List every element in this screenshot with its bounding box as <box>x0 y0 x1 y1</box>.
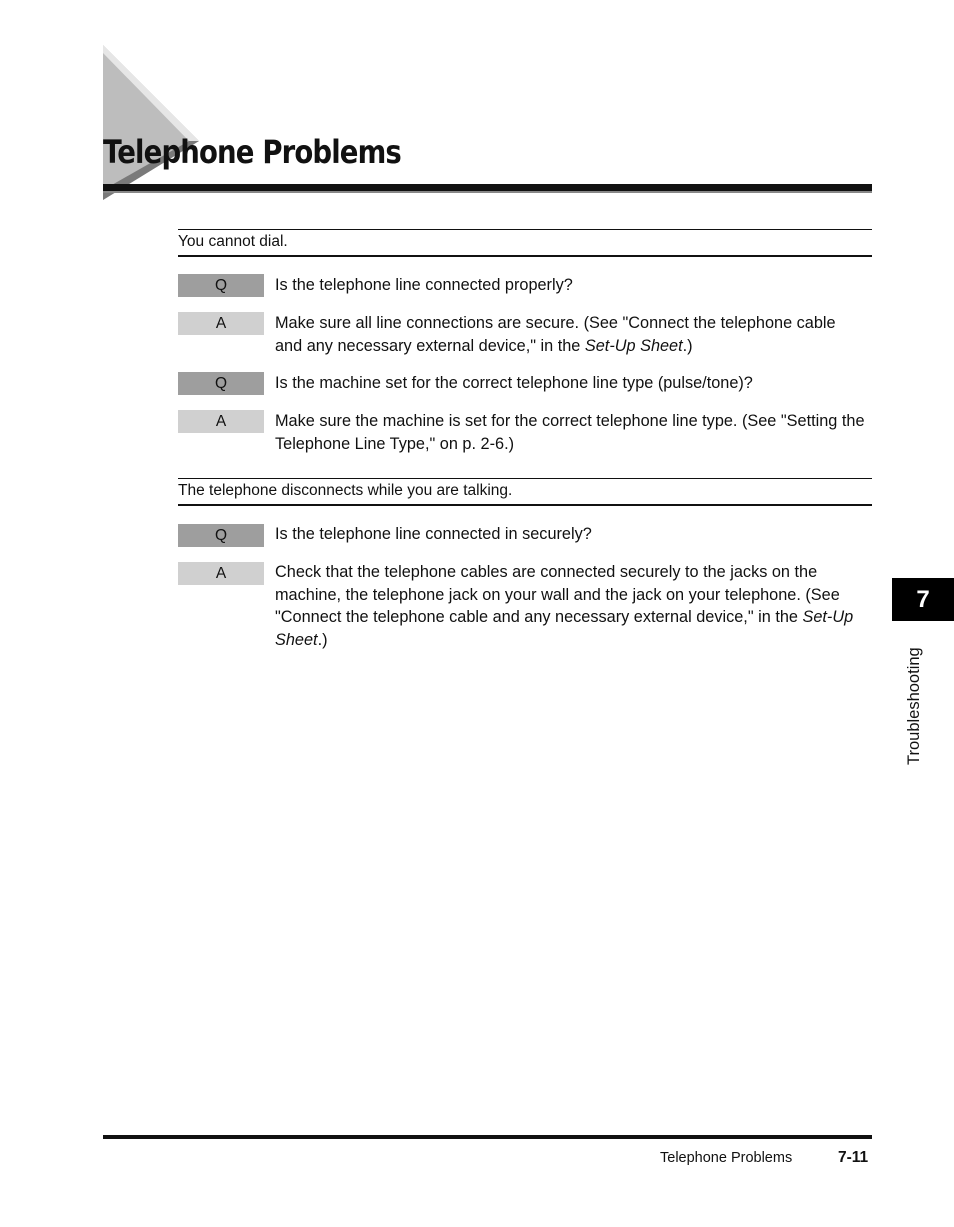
section-top-rule <box>178 478 872 479</box>
section-bottom-rule <box>178 504 872 506</box>
chapter-label: Troubleshooting <box>905 647 923 765</box>
answer-text: Make sure all line connections are secure. (See "Connect the telephone cable and any necessary external device," in the Set-Up Sheet.) <box>275 314 836 355</box>
footer-rule <box>103 1135 872 1139</box>
section-bottom-rule <box>178 255 872 257</box>
set-up-sheet-reference: Set-Up Sheet <box>275 608 854 649</box>
section-top-rule <box>178 229 872 230</box>
header-triangle-graphic <box>103 45 199 200</box>
title-rule-shadow <box>103 191 872 193</box>
page-number: 7-11 <box>838 1149 869 1166</box>
question-label: Q <box>178 524 264 547</box>
answer-label: A <box>178 562 264 585</box>
question-text: Is the telephone line connected properly? <box>275 276 573 294</box>
question-text: Is the telephone line connected in securely? <box>275 525 592 543</box>
answer-text: Make sure the machine is set for the correct telephone line type. (See "Setting the Telephone Line Type," on p. 2-6.) <box>275 412 865 453</box>
answer-text: Check that the telephone cables are connected securely to the jacks on the machine, the telephone jack on your wall and the jack on your telephone. (See "Connect the telephone cable and any necessary external device," in the Set-Up Sheet.) <box>275 563 854 649</box>
answer-label: A <box>178 410 264 433</box>
question-text: Is the machine set for the correct telephone line type (pulse/tone)? <box>275 374 753 392</box>
title-rule <box>103 184 872 191</box>
answer-label: A <box>178 312 264 335</box>
set-up-sheet-reference: Set-Up Sheet <box>584 336 683 355</box>
section-title: You cannot dial. <box>178 233 288 250</box>
section-title: The telephone disconnects while you are talking. <box>178 482 513 499</box>
question-label: Q <box>178 372 264 395</box>
chapter-tab: 7 <box>892 578 954 621</box>
page-title: Telephone Problems <box>103 133 401 171</box>
footer-section-title: Telephone Problems <box>660 1150 793 1166</box>
question-label: Q <box>178 274 264 297</box>
